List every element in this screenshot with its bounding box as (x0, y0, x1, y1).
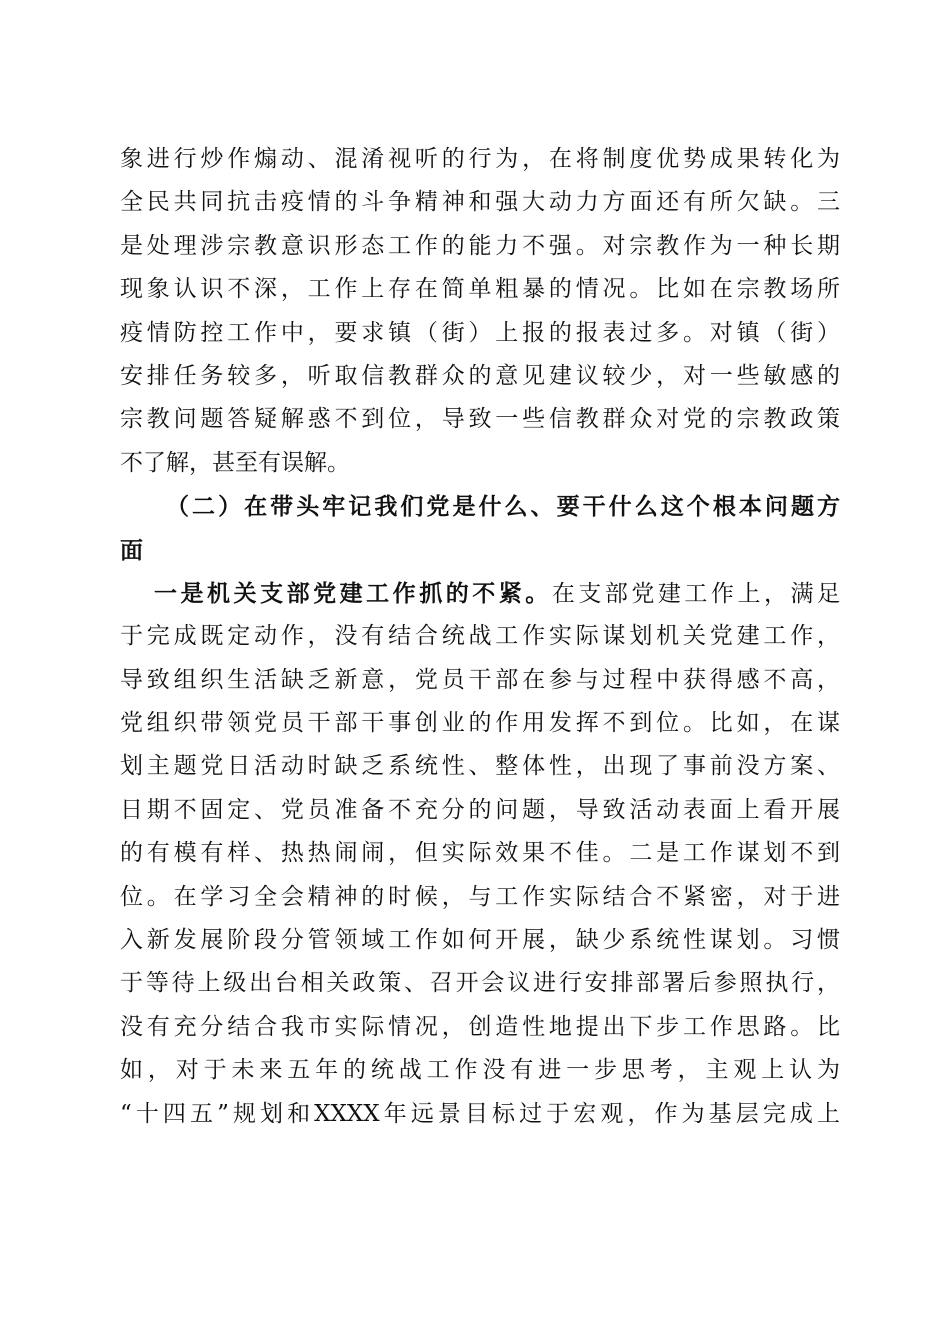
paragraph-line: 安排任务较多，听取信教群众的意见建议较少，对一些敏感的 (120, 362, 840, 389)
paragraph-line: 如，对于未来五年的统战工作没有进一步思考，主观上认为 (120, 1057, 840, 1084)
section-lead-sentence: 一是机关支部党建工作抓的不紧。 (154, 579, 552, 607)
section-heading-continued: 面 (120, 536, 143, 564)
section-first-line (120, 572, 840, 615)
document-body (120, 138, 840, 1136)
paragraph-line: 没有充分结合我市实际情况，创造性地提出下步工作思路。比 (120, 1013, 840, 1040)
paragraph-line: 现象认识不深，工作上存在简单粗暴的情况。比如在宗教场所 (120, 276, 840, 303)
paragraph-line: 全民共同抗击疫情的斗争精神和强大动力方面还有所欠缺。三 (120, 189, 840, 216)
paragraph-line: 划主题党日活动时缺乏系统性、整体性，出现了事前没方案、 (120, 753, 840, 780)
paragraph-line: 于完成既定动作，没有结合统战工作实际谋划机关党建工作， (120, 623, 840, 650)
paragraph-line: 的有模有样、热热闹闹，但实际效果不佳。二是工作谋划不到 (120, 840, 840, 867)
paragraph-line: 不了解，甚至有误解。 (120, 449, 350, 476)
paragraph-line: 象进行炒作煽动、混淆视听的行为，在将制度优势成果转化为 (120, 146, 840, 172)
paragraph-line: 党组织带领党员干部干事创业的作用发挥不到位。比如，在谋 (120, 710, 840, 737)
paragraph-line: 导致组织生活缺乏新意，党员干部在参与过程中获得感不高， (120, 666, 840, 693)
section-heading: （二）在带头牢记我们党是什么、要干什么这个根本问题方 (166, 493, 840, 521)
section-first-line-rest: 在支部党建工作上，满足 (551, 580, 841, 607)
paragraph-line: 日期不固定、党员准备不充分的问题，导致活动表面上看开展 (120, 796, 840, 823)
paragraph-line: 位。在学习全会精神的时候，与工作实际结合不紧密，对于进 (120, 883, 840, 910)
paragraph-line: 于等待上级出台相关政策、召开会议进行安排部署后参照执行， (120, 970, 840, 997)
paragraph-line: 疫情防控工作中，要求镇（街）上报的报表过多。对镇（街） (120, 319, 840, 346)
paragraph-line: 是处理涉宗教意识形态工作的能力不强。对宗教作为一种长期 (120, 232, 840, 259)
paragraph-line: “十四五”规划和XXXX年远景目标过于宏观，作为基层完成上 (120, 1100, 840, 1127)
paragraph-line: 宗教问题答疑解惑不到位，导致一些信教群众对党的宗教政策 (120, 406, 840, 433)
paragraph-line: 入新发展阶段分管领域工作如何开展，缺少系统性谋划。习惯 (120, 927, 840, 954)
